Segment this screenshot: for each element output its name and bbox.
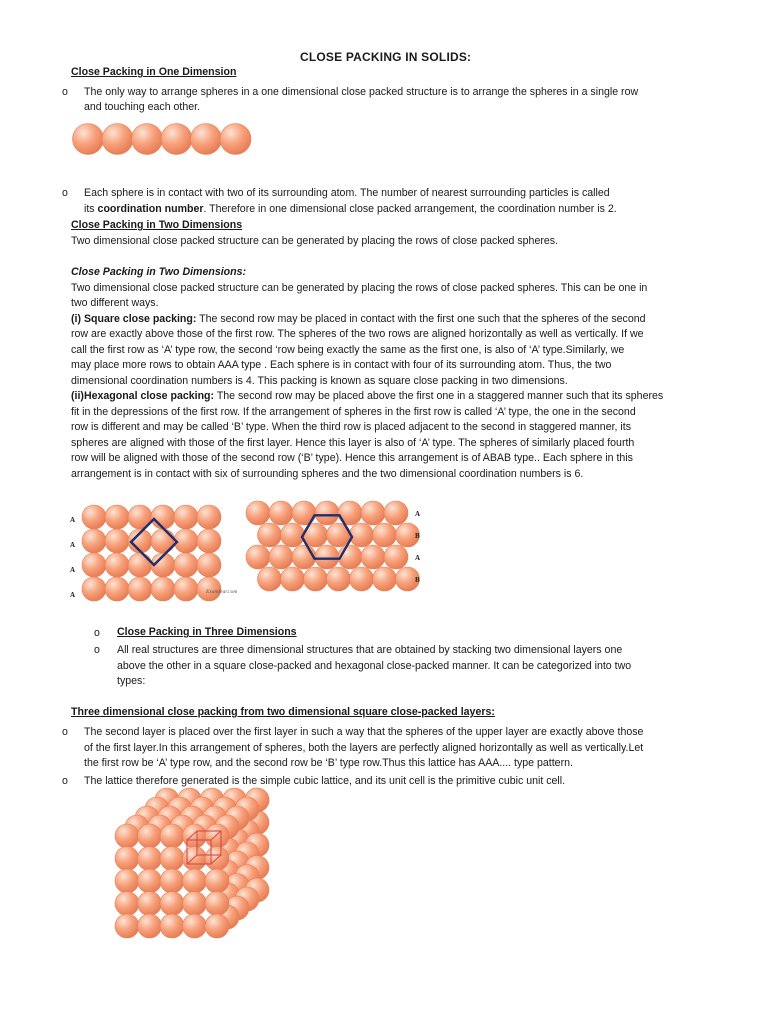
- bullet-marker: o: [62, 726, 68, 738]
- sphere: [151, 529, 175, 553]
- sphere: [205, 869, 229, 893]
- simple-cubic-lattice-figure: [115, 798, 275, 958]
- sphere: [183, 892, 207, 916]
- sphere: [82, 577, 106, 601]
- section-heading-one-dimension: Close Packing in One Dimension: [71, 66, 237, 78]
- sphere: [115, 869, 139, 893]
- sphere: [115, 914, 139, 938]
- sphere: [350, 567, 374, 591]
- paragraph-line: and touching each other.: [84, 101, 201, 113]
- sphere: [115, 847, 139, 871]
- paragraph-line: row is different and may be called ‘B’ type. When the third row is placed adjacent to the second in staggered manner, its: [71, 421, 632, 433]
- square-packing-label: (i) Square close packing:: [71, 313, 197, 325]
- sphere: [197, 505, 221, 529]
- sphere: [174, 577, 198, 601]
- sphere: [115, 892, 139, 916]
- row-label: B: [415, 576, 420, 584]
- sphere: [183, 824, 207, 848]
- bullet-marker: o: [94, 627, 100, 639]
- sphere: [315, 545, 339, 569]
- sphere: [205, 892, 229, 916]
- text-span: . Therefore in one dimensional close packed arrangement, the coordination number is 2.: [203, 203, 617, 215]
- sphere: [138, 847, 162, 871]
- paragraph-line: Each sphere is in contact with two of its surrounding atom. The number of nearest surrounding particles is called: [84, 187, 610, 199]
- paragraph-line: the first row be ‘A’ type row, and the second row be ‘B’ type row.Thus this lattice has AAA.... type pattern.: [84, 757, 573, 769]
- page-title: CLOSE PACKING IN SOLIDS:: [300, 50, 472, 64]
- sphere: [197, 553, 221, 577]
- sphere: [138, 914, 162, 938]
- sphere: [183, 914, 207, 938]
- sphere: [373, 567, 397, 591]
- sphere: [174, 505, 198, 529]
- sphere: [246, 545, 270, 569]
- sphere: [105, 577, 129, 601]
- paragraph-line: [71, 389, 663, 405]
- bullet-marker: o: [62, 86, 68, 98]
- sphere: [292, 501, 316, 525]
- sphere: [151, 577, 175, 601]
- sphere: [338, 501, 362, 525]
- sphere: [151, 505, 175, 529]
- row-label: A: [415, 554, 421, 562]
- hexagonal-close-packing-figure: [244, 496, 434, 596]
- sphere: [160, 824, 184, 848]
- row-label: A: [415, 510, 421, 518]
- sphere: [384, 501, 408, 525]
- paragraph-line: types:: [117, 675, 146, 687]
- sphere: [128, 553, 152, 577]
- section-heading-two-dimensions: Close Packing in Two Dimensions: [71, 219, 243, 231]
- paragraph-line: The only way to arrange spheres in a one dimensional close packed structure is to arrange the spheres in a single row: [84, 86, 639, 98]
- paragraph-line: call the first row as ‘A’ type row, the second ‘row being exactly the same as the first one, is also of ‘A’ type.Similarly, we: [71, 344, 625, 356]
- subheading-two-dimensions: Close Packing in Two Dimensions:: [71, 266, 247, 278]
- sphere: [315, 501, 339, 525]
- sphere: [105, 505, 129, 529]
- sphere: [205, 824, 229, 848]
- sphere: [138, 824, 162, 848]
- sphere: [269, 545, 293, 569]
- sphere: [246, 501, 270, 525]
- sphere: [281, 567, 305, 591]
- sphere: [304, 567, 328, 591]
- sphere: [138, 869, 162, 893]
- paragraph-line: above the other in a square close-packed and hexagonal close-packed manner. It can be categorized into two: [117, 660, 632, 672]
- section-heading-square-layers: Three dimensional close packing from two dimensional square close-packed layers:: [71, 706, 495, 718]
- sphere: [258, 567, 282, 591]
- sphere: [115, 824, 139, 848]
- paragraph-line: Two dimensional close packed structure can be generated by placing the rows of close packed spheres. This can be one in: [71, 282, 648, 294]
- paragraph-line: spheres are aligned with those of the first layer. Hence this layer is also of ‘A’ type. The spheres of similarly placed fourth: [71, 437, 635, 449]
- paragraph-line: The second layer is placed over the first layer in such a way that the spheres of the upper layer are exactly above those: [84, 726, 644, 738]
- term-coordination-number: coordination number: [97, 203, 204, 215]
- sphere: [161, 124, 192, 155]
- sphere: [82, 529, 106, 553]
- sphere: [191, 124, 222, 155]
- paragraph-line: All real structures are three dimensional structures that are obtained by stacking two dimensional layers one: [117, 644, 623, 656]
- sphere: [82, 505, 106, 529]
- row-label: A: [70, 541, 76, 549]
- row-label: A: [70, 566, 76, 574]
- paragraph-line: [71, 312, 646, 328]
- paragraph-line: row are exactly above those of the first row. The spheres of the two rows are aligned horizontally as well as vertically. If we: [71, 328, 644, 340]
- sphere: [102, 124, 133, 155]
- sphere: [160, 892, 184, 916]
- sphere: [105, 529, 129, 553]
- paragraph-line: row will be aligned with those of the second row (‘B’ type). Hence this arrangement is of ABAB type.. Each sphere in this: [71, 452, 633, 464]
- sphere: [327, 567, 351, 591]
- paragraph-line: arrangement is in contact with six of surrounding spheres and the two dimensional coordination numbers is 6.: [71, 468, 584, 480]
- sphere: [384, 545, 408, 569]
- sphere: [183, 869, 207, 893]
- one-dimension-sphere-row-figure: [72, 121, 252, 157]
- sphere: [174, 553, 198, 577]
- paragraph-line: may place more rows to obtain AAA type . Each sphere is in contact with four of its surrounding atom. Thus, the two: [71, 359, 612, 371]
- paragraph-line: fit in the depressions of the first row. If the arrangement of spheres in the first row is called ‘A’ type, the one in the second: [71, 406, 636, 418]
- sphere: [258, 523, 282, 547]
- paragraph-line: two different ways.: [71, 297, 159, 309]
- sphere: [361, 545, 385, 569]
- paragraph-line: of the first layer.In this arrangement of spheres, both the layers are perfectly aligned horizontally as well as vertically.Let: [84, 742, 644, 754]
- text-span: its: [84, 203, 98, 215]
- text-span: The second row may be placed in contact with the first one such that the spheres of the second: [196, 313, 646, 325]
- sphere: [82, 553, 106, 577]
- bullet-marker: o: [62, 775, 68, 787]
- sphere: [105, 553, 129, 577]
- square-close-packing-figure: [66, 500, 236, 600]
- hexagonal-packing-label: (ii)Hexagonal close packing:: [71, 390, 215, 402]
- sphere: [269, 501, 293, 525]
- sphere: [373, 523, 397, 547]
- paragraph-line: [84, 202, 617, 218]
- sphere: [132, 124, 163, 155]
- sphere: [73, 124, 104, 155]
- row-label: A: [70, 516, 76, 524]
- sphere: [160, 914, 184, 938]
- watermark: Examfear.com: [206, 589, 238, 595]
- bullet-marker: o: [94, 644, 100, 656]
- sphere: [361, 501, 385, 525]
- paragraph-line: dimensional coordination numbers is 4. This packing is known as square close packing in two dimensions.: [71, 375, 568, 387]
- text-span: The second row may be placed above the first one in a staggered manner such that its spheres: [214, 390, 664, 402]
- sphere: [138, 892, 162, 916]
- sphere: [128, 577, 152, 601]
- sphere: [205, 914, 229, 938]
- row-label: B: [415, 532, 420, 540]
- paragraph-line: Two dimensional close packed structure can be generated by placing the rows of close packed spheres.: [71, 235, 559, 247]
- sphere: [197, 529, 221, 553]
- sphere: [220, 124, 251, 155]
- bullet-marker: o: [62, 187, 68, 199]
- sphere: [160, 869, 184, 893]
- row-label: A: [70, 591, 76, 599]
- sphere: [350, 523, 374, 547]
- sphere: [160, 847, 184, 871]
- sphere: [183, 847, 207, 871]
- paragraph-line: The lattice therefore generated is the simple cubic lattice, and its unit cell is the primitive cubic unit cell.: [84, 775, 566, 787]
- section-heading-three-dimensions: Close Packing in Three Dimensions: [117, 626, 297, 638]
- sphere: [281, 523, 305, 547]
